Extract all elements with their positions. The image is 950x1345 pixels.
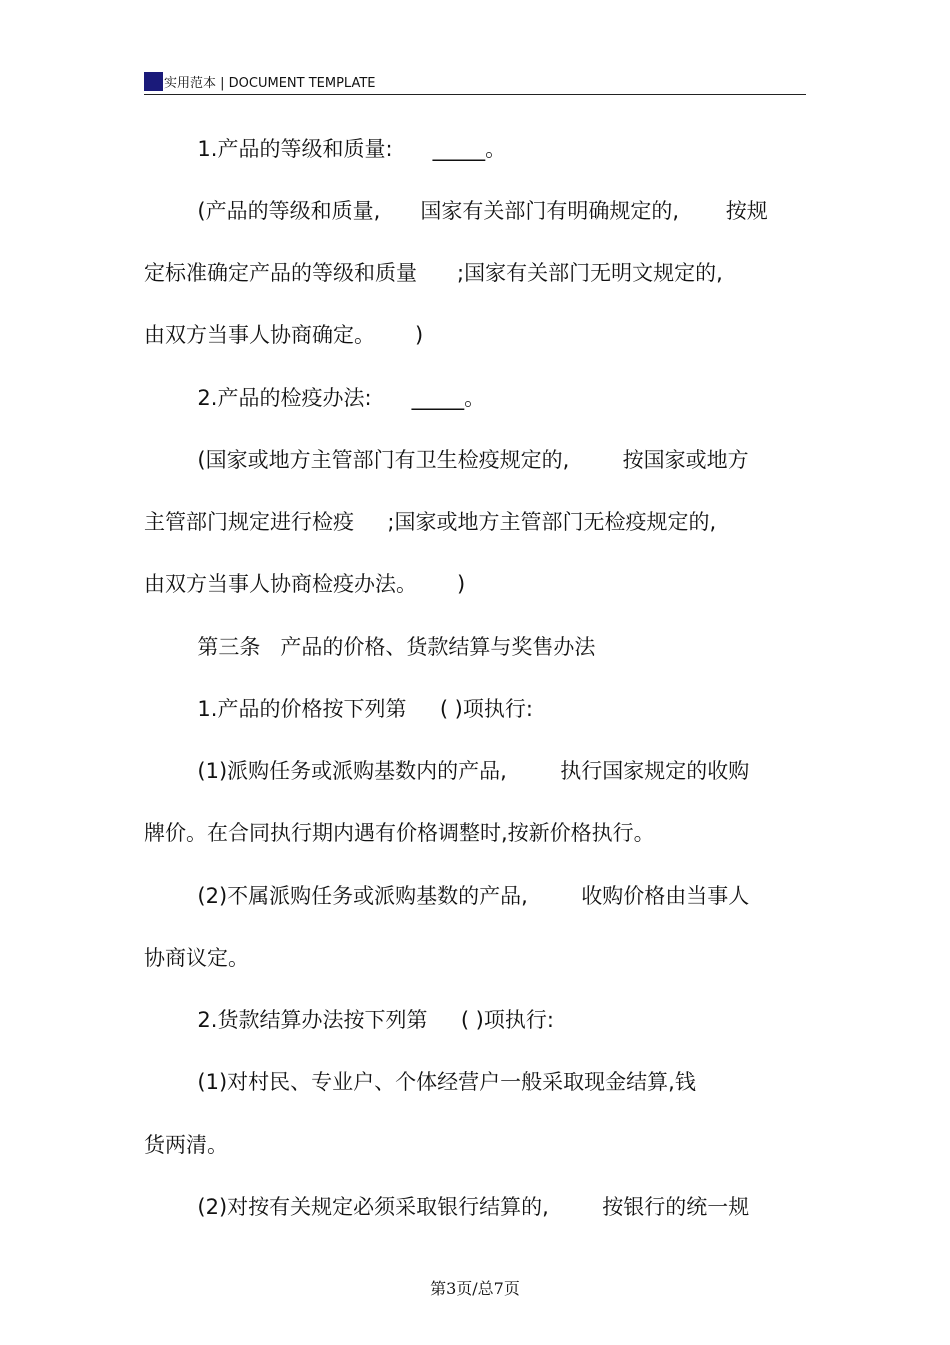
header-logo-block bbox=[144, 72, 163, 91]
body-line: 协商议定。 bbox=[144, 946, 249, 970]
body-line: 2.货款结算办法按下列第 ( )项执行: bbox=[144, 1008, 554, 1032]
page-number: 第3页/总7页 bbox=[430, 1279, 520, 1298]
body-line: 牌价。在合同执行期内遇有价格调整时,按新价格执行。 bbox=[144, 821, 655, 845]
body-line: (国家或地方主管部门有卫生检疫规定的, 按国家或地方 bbox=[144, 448, 749, 472]
body-line: (1)对村民、专业户、个体经营户一般采取现金结算,钱 bbox=[144, 1070, 696, 1094]
body-line: (2)不属派购任务或派购基数的产品, 收购价格由当事人 bbox=[144, 884, 750, 908]
body-line: (1)派购任务或派购基数内的产品, 执行国家规定的收购 bbox=[144, 759, 750, 783]
body-line: 2.产品的检疫办法: _____。 bbox=[144, 386, 486, 410]
body-line: (2)对按有关规定必须采取银行结算的, 按银行的统一规 bbox=[144, 1195, 750, 1219]
body-line: 主管部门规定进行检疫 ;国家或地方主管部门无检疫规定的, bbox=[144, 510, 717, 534]
section-heading: 第三条 产品的价格、货款结算与奖售办法 bbox=[144, 635, 596, 659]
body-line: 定标准确定产品的等级和质量 ;国家有关部门无明文规定的, bbox=[144, 261, 723, 285]
body-line: 由双方当事人协商确定。 ) bbox=[144, 323, 424, 347]
body-line: 1.产品的价格按下列第 ( )项执行: bbox=[144, 697, 533, 721]
body-line: (产品的等级和质量, 国家有关部门有明确规定的, 按规 bbox=[144, 199, 768, 223]
body-line: 1.产品的等级和质量: _____。 bbox=[144, 137, 507, 161]
body-line: 由双方当事人协商检疫办法。 ) bbox=[144, 572, 466, 596]
header-title: 实用范本 | DOCUMENT TEMPLATE bbox=[164, 76, 376, 91]
document-header bbox=[144, 68, 806, 95]
body-line: 货两清。 bbox=[144, 1133, 228, 1157]
